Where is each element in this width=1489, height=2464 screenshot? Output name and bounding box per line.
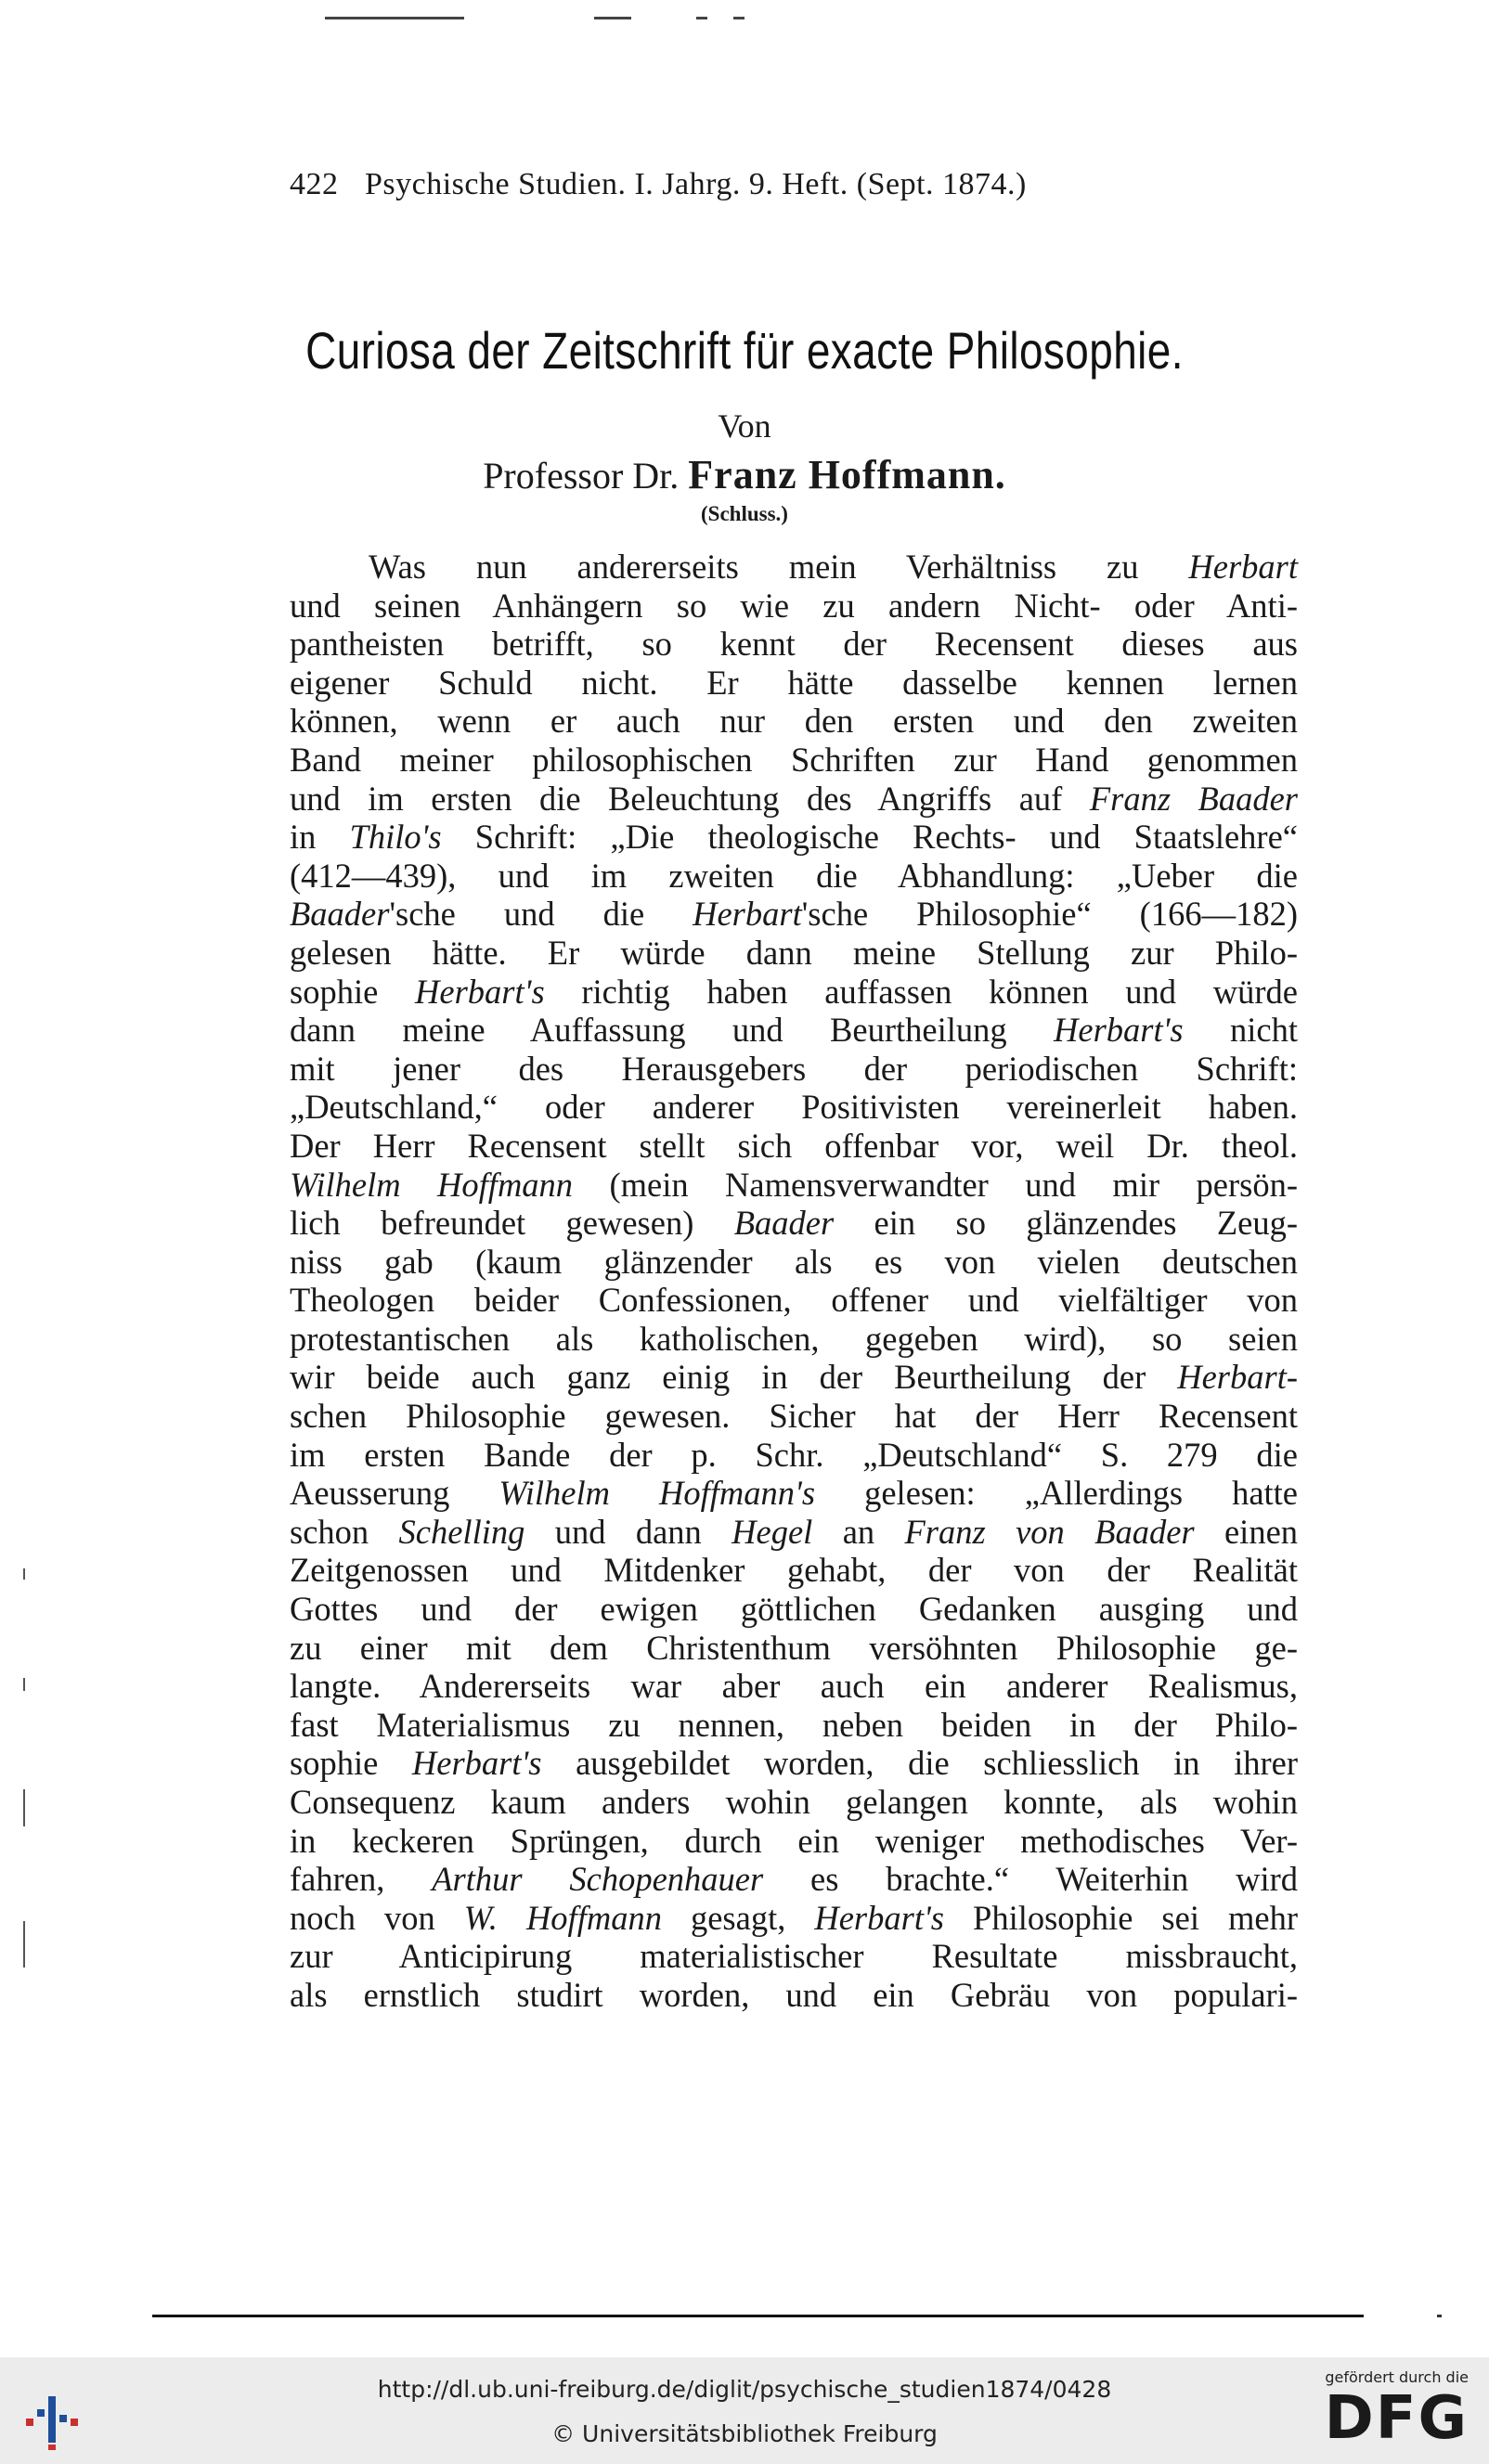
text-run: pantheisten betrifft, so kennt der Recensent dieses aus (290, 625, 1298, 664)
author-name: Franz Hoffmann. (688, 452, 1006, 497)
body-line (290, 857, 1298, 896)
body-line (290, 1513, 1298, 1552)
margin-mark (23, 1678, 25, 1691)
body-line (290, 973, 1298, 1012)
text-run: dann meine Auffassung und Beurtheilung (290, 1011, 1055, 1050)
text-run: sophie (290, 972, 416, 1011)
italic-name: Wilhelm Hoffmann (290, 1165, 574, 1204)
rule-end-mark (1437, 2315, 1442, 2317)
italic-name: Franz von Baader (904, 1512, 1195, 1551)
body-line (290, 1281, 1298, 1320)
body-line (290, 741, 1298, 780)
body-line (290, 1783, 1298, 1822)
text-run: gelesen hätte. Er würde dann meine Stellung zur Philo- (290, 933, 1298, 972)
viewer-footer (0, 2357, 1489, 2464)
text-run: ausgebildet worden, die schliesslich in ihrer (541, 1744, 1299, 1783)
body-line (290, 1706, 1298, 1745)
text-run: langte. Andererseits war aber auch ein anderer Realismus, (290, 1667, 1298, 1706)
text-run: 'sche und die (389, 895, 693, 934)
body-line (290, 1397, 1298, 1436)
article-title: Curiosa der Zeitschrift für exacte Philosophie. (305, 321, 1184, 380)
document-url[interactable]: http://dl.ub.uni-freiburg.de/diglit/psychische_studien1874/0428 (377, 2376, 1112, 2403)
text-run: (412—439), und im zweiten die Abhandlung: „Ueber die (290, 856, 1298, 895)
text-run: Der Herr Recensent stellt sich offenbar vor, weil Dr. theol. (290, 1126, 1298, 1165)
text-run: zu einer mit dem Christenthum versöhnten Philosophie ge- (290, 1628, 1298, 1667)
body-line (290, 1436, 1298, 1475)
italic-name: Hegel (732, 1512, 813, 1551)
body-line (290, 1899, 1298, 1938)
body-line (290, 934, 1298, 973)
funder-tagline: gefördert durch die (1325, 2368, 1469, 2386)
italic-name: Wilhelm Hoffmann's (498, 1474, 816, 1513)
text-run: „Deutschland,“ oder anderer Positivisten vereinerleit haben. (290, 1088, 1298, 1127)
text-run: und seinen Anhängern so wie zu andern Nicht- oder Anti- (290, 586, 1298, 625)
body-line (290, 780, 1298, 819)
italic-name: Herbart's (814, 1898, 944, 1937)
text-run: ein so glänzendes Zeug- (834, 1204, 1298, 1243)
text-run: Zeitgenossen und Mitdenker gehabt, der von der Realität (290, 1551, 1298, 1590)
author-prefix: Professor Dr. (483, 455, 680, 497)
text-run: in keckeren Sprüngen, durch ein weniger methodisches Ver- (290, 1821, 1298, 1860)
text-run: Schrift: „Die theologische Rechts- und Staatslehre“ (441, 818, 1298, 857)
text-run: mit jener des Herausgebers der periodischen Schrift: (290, 1049, 1298, 1088)
text-run: wir beide auch ganz einig in der Beurtheilung der (290, 1358, 1178, 1397)
body-line (290, 1358, 1298, 1397)
body-line (290, 548, 1298, 587)
text-run: protestantischen als katholischen, gegeben wird), so seien (290, 1319, 1298, 1358)
author-line (0, 451, 1489, 498)
text-run: niss gab (kaum glänzender als es von vielen deutschen (290, 1242, 1298, 1281)
running-header (290, 167, 1218, 202)
body-line (290, 1667, 1298, 1706)
body-line (290, 1744, 1298, 1783)
text-run: schon (290, 1512, 399, 1551)
dfg-logo (1292, 2368, 1469, 2457)
body-line (290, 1822, 1298, 1861)
italic-name: Thilo's (349, 818, 442, 857)
continuation-note: (Schluss.) (701, 502, 788, 525)
text-run: Was nun andererseits mein Verhältniss zu (369, 548, 1189, 586)
text-run: (mein Namensverwandter und mir persön- (573, 1165, 1299, 1204)
body-line (290, 1243, 1298, 1282)
scan-edge-marks (325, 13, 752, 22)
page-number: 422 (290, 167, 339, 201)
body-line (290, 895, 1298, 934)
italic-name: Arthur Schopenhauer (432, 1860, 764, 1899)
text-run: fahren, (290, 1860, 433, 1899)
text-run: Band meiner philosophischen Schriften zur Hand genommen (290, 740, 1298, 779)
text-run: und im ersten die Beleuchtung des Angriffs auf (290, 779, 1090, 818)
italic-name: Baader (290, 895, 390, 934)
italic-name: Herbart- (1177, 1358, 1298, 1397)
text-run: zur Anticipirung materialistischer Resultate missbraucht, (290, 1937, 1298, 1976)
text-run: richtig haben auffassen können und würde (544, 972, 1298, 1011)
text-run: Theologen beider Confessionen, offener und vielfältiger von (290, 1281, 1298, 1320)
body-line (290, 1551, 1298, 1590)
text-run: Philosophie sei mehr (944, 1898, 1298, 1937)
copyright-notice: © Universitätsbibliothek Freiburg (551, 2420, 938, 2447)
body-line (290, 664, 1298, 703)
body-line (290, 1088, 1298, 1127)
body-line (290, 1629, 1298, 1668)
text-run: und dann (524, 1512, 732, 1551)
italic-name: Herbart's (415, 972, 545, 1011)
italic-name: Baader (733, 1204, 835, 1243)
body-line (290, 1937, 1298, 1976)
text-run: im ersten Bande der p. Schr. „Deutschland“ S. 279 die (290, 1435, 1298, 1474)
body-line (290, 587, 1298, 626)
text-run: nicht (1183, 1011, 1299, 1050)
body-line (290, 1050, 1298, 1089)
text-run: Aeusserung (290, 1474, 499, 1513)
text-run: gelesen: „Allerdings hatte (815, 1474, 1299, 1513)
text-run: noch von (290, 1898, 464, 1937)
text-run: schen Philosophie gewesen. Sicher hat der Herr Recensent (290, 1397, 1298, 1436)
body-line (290, 818, 1298, 857)
text-run: fast Materialismus zu nennen, neben beiden in der Philo- (290, 1705, 1298, 1744)
text-run: Consequenz kaum anders wohin gelangen konnte, als wohin (290, 1783, 1298, 1821)
italic-name: Herbart (1188, 548, 1298, 586)
text-run: eigener Schuld nicht. Er hätte dasselbe kennen lernen (290, 663, 1298, 702)
margin-mark (23, 1921, 25, 1967)
body-line (290, 1976, 1298, 2015)
text-run: 'sche Philosophie“ (166—182) (801, 895, 1298, 934)
text-run: lich befreundet gewesen) (290, 1204, 734, 1243)
italic-name: Schelling (398, 1512, 525, 1551)
body-line (290, 1127, 1298, 1166)
margin-mark (23, 1568, 25, 1580)
running-head: Psychische Studien. I. Jahrg. 9. Heft. (Sept. 1874.) (365, 167, 1027, 201)
body-line (290, 702, 1298, 741)
text-run: gesagt, (661, 1898, 815, 1937)
body-line (290, 1011, 1298, 1050)
text-run: in (290, 818, 350, 857)
text-run: einen (1194, 1512, 1299, 1551)
body-line (290, 1204, 1298, 1243)
body-line (290, 1860, 1298, 1899)
byline-von: Von (718, 407, 771, 445)
text-run: als ernstlich studirt worden, und ein Gebräu von populari- (290, 1975, 1298, 2014)
body-line (290, 1590, 1298, 1629)
body-line (290, 1320, 1298, 1359)
italic-name: W. Hoffmann (463, 1898, 662, 1937)
text-run: es brachte.“ Weiterhin wird (763, 1860, 1298, 1899)
body-line (290, 625, 1298, 664)
body-line (290, 1166, 1298, 1205)
margin-mark (23, 1789, 25, 1826)
article-body (290, 548, 1298, 2015)
dfg-wordmark: DFG (1324, 2384, 1469, 2453)
text-run: sophie (290, 1744, 412, 1783)
text-run: an (812, 1512, 905, 1551)
text-run: können, wenn er auch nur den ersten und den zweiten (290, 702, 1298, 741)
italic-name: Herbart (693, 895, 802, 934)
italic-name: Franz Baader (1089, 779, 1298, 818)
page-bottom-rule (152, 2315, 1364, 2317)
text-run: Gottes und der ewigen göttlichen Gedanken ausging und (290, 1590, 1298, 1629)
italic-name: Herbart's (1054, 1011, 1184, 1050)
body-line (290, 1474, 1298, 1513)
italic-name: Herbart's (411, 1744, 542, 1783)
